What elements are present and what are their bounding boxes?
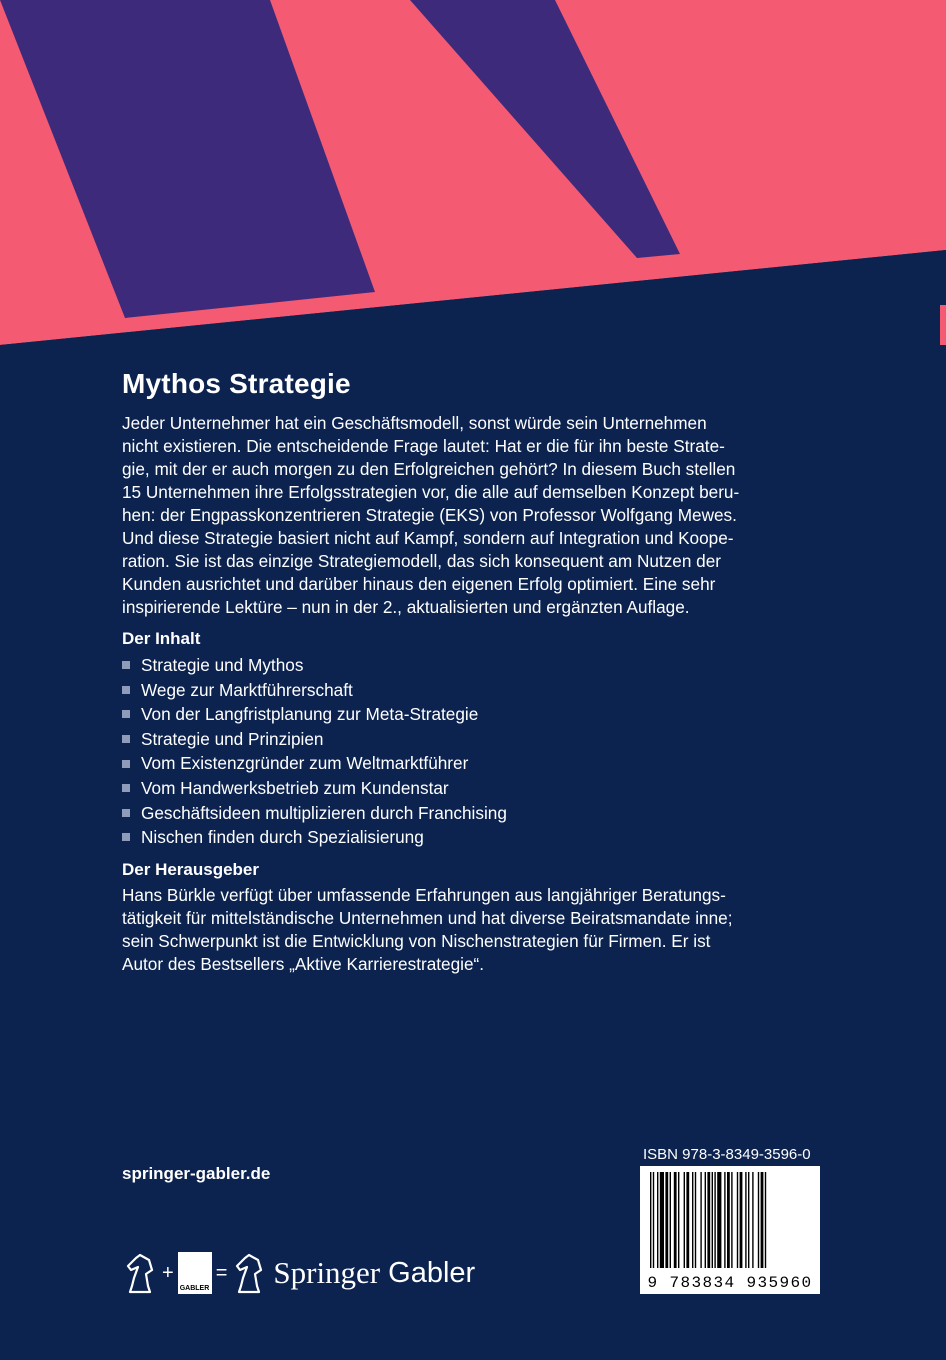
list-item: Wege zur Marktführerschaft — [122, 678, 822, 703]
barcode-bar — [724, 1172, 725, 1268]
isbn-label: ISBN 978-3-8349-3596-0 — [643, 1146, 811, 1163]
herausgeber-text — [122, 884, 822, 976]
barcode-bar — [717, 1172, 721, 1268]
barcode-bar — [731, 1172, 732, 1268]
list-item: Vom Existenzgründer zum Weltmarktführer — [122, 751, 822, 776]
description-line: gie, mit der er auch morgen zu den Erfolgreichen gehört? In diesem Buch stellen — [122, 459, 736, 479]
barcode-bars — [640, 1166, 820, 1274]
gabler-small-logo — [178, 1252, 212, 1294]
barcode-bar — [674, 1172, 677, 1268]
barcode-bar — [670, 1172, 671, 1268]
barcode-bar — [765, 1172, 766, 1268]
square-bullet-icon — [122, 809, 130, 817]
barcode-bar — [714, 1172, 715, 1268]
barcode-bar — [684, 1172, 685, 1268]
inhalt-list — [122, 653, 822, 850]
barcode-bar — [678, 1172, 679, 1268]
description — [122, 412, 822, 619]
description-line: nicht existieren. Die entscheidende Frage lautet: Hat er die für ihn beste Strate- — [122, 436, 725, 456]
barcode-bar — [686, 1172, 689, 1268]
barcode-bar — [752, 1172, 753, 1268]
knight-chess-icon — [122, 1252, 158, 1294]
herausgeber-line: tätigkeit für mittelständische Unternehmen und hat diverse Beiratsmandate inne; — [122, 907, 733, 928]
description-line: Jeder Unternehmer hat ein Geschäftsmodell, sonst würde sein Unternehmen — [122, 413, 707, 433]
barcode-bar — [692, 1172, 693, 1268]
gabler-small-label: GABLER — [179, 1285, 210, 1292]
herausgeber-line: Hans Bürkle verfügt über umfassende Erfahrungen aus langjähriger Beratungs- — [122, 884, 726, 905]
barcode-bar — [660, 1172, 664, 1268]
cover-art-stripes — [0, 0, 946, 360]
list-item: Strategie und Mythos — [122, 653, 822, 678]
springer-wordmark: Springer — [273, 1255, 381, 1290]
list-item: Strategie und Prinzipien — [122, 727, 822, 752]
square-bullet-icon — [122, 784, 130, 792]
description-line: ration. Sie ist das einzige Strategiemodell, das sich konsequent am Nutzen der — [122, 551, 722, 571]
equals-sign: = — [215, 1261, 228, 1284]
description-line: hen: der Engpasskonzentrieren Strategie (EKS) von Professor Wolfgang Mewes. — [122, 505, 737, 525]
plus-sign: + — [162, 1261, 174, 1284]
barcode-bar — [745, 1172, 746, 1268]
knight-chess-icon — [231, 1252, 267, 1294]
list-item: Von der Langfristplanung zur Meta-Strategie — [122, 702, 822, 727]
barcode-bar — [695, 1172, 696, 1268]
square-bullet-icon — [122, 735, 130, 743]
barcode-bar — [653, 1172, 654, 1268]
book-title: Mythos Strategie — [122, 368, 351, 399]
herausgeber-line: Autor des Bestsellers „Aktive Karrierestrategie“. — [122, 953, 485, 974]
inhalt-heading: Der Inhalt — [122, 629, 201, 648]
square-bullet-icon — [122, 686, 130, 694]
barcode-bar — [712, 1172, 713, 1268]
square-bullet-icon — [122, 760, 130, 768]
description-line: inspirierende Lektüre – nun in der 2., aktualisierten und ergänzten Auflage. — [122, 597, 690, 617]
barcode-bar — [707, 1172, 710, 1268]
barcode-bar — [705, 1172, 706, 1268]
barcode-bar — [657, 1172, 658, 1268]
description-line: Kunden ausrichtet und darüber hinaus den eigenen Erfolg optimiert. Eine sehr — [122, 574, 716, 594]
barcode-bar — [665, 1172, 668, 1268]
back-cover-text — [122, 368, 822, 976]
publisher-logo — [122, 1248, 475, 1298]
herausgeber-heading: Der Herausgeber — [122, 859, 260, 879]
square-bullet-icon — [122, 833, 130, 841]
barcode-bar — [727, 1172, 730, 1268]
barcode-bar — [740, 1172, 743, 1268]
list-item: Geschäftsideen multiplizieren durch Franchising — [122, 801, 822, 826]
description-line: 15 Unternehmen ihre Erfolgsstrategien vor, die alle auf demselben Konzept beru- — [122, 482, 740, 502]
list-item: Vom Handwerksbetrieb zum Kundenstar — [122, 776, 822, 801]
list-item: Nischen finden durch Spezialisierung — [122, 825, 822, 850]
square-bullet-icon — [122, 661, 130, 669]
square-bullet-icon — [122, 710, 130, 718]
description-line: Und diese Strategie basiert nicht auf Kampf, sondern auf Integration und Koope- — [122, 528, 734, 548]
barcode-bar — [748, 1172, 749, 1268]
barcode-bar — [650, 1172, 651, 1268]
barcode-bar — [737, 1172, 738, 1268]
publisher-website-link[interactable]: springer-gabler.de — [122, 1164, 271, 1183]
gabler-wordmark: Gabler — [388, 1256, 476, 1289]
barcode-bar — [758, 1172, 759, 1268]
herausgeber-line: sein Schwerpunkt ist die Entwicklung von Nischenstrategien für Firmen. Er ist — [122, 930, 711, 951]
barcode-bar — [700, 1172, 701, 1268]
barcode-digits: 9 783834 935960 — [647, 1274, 813, 1292]
isbn-barcode — [640, 1166, 820, 1294]
barcode-bar — [761, 1172, 764, 1268]
